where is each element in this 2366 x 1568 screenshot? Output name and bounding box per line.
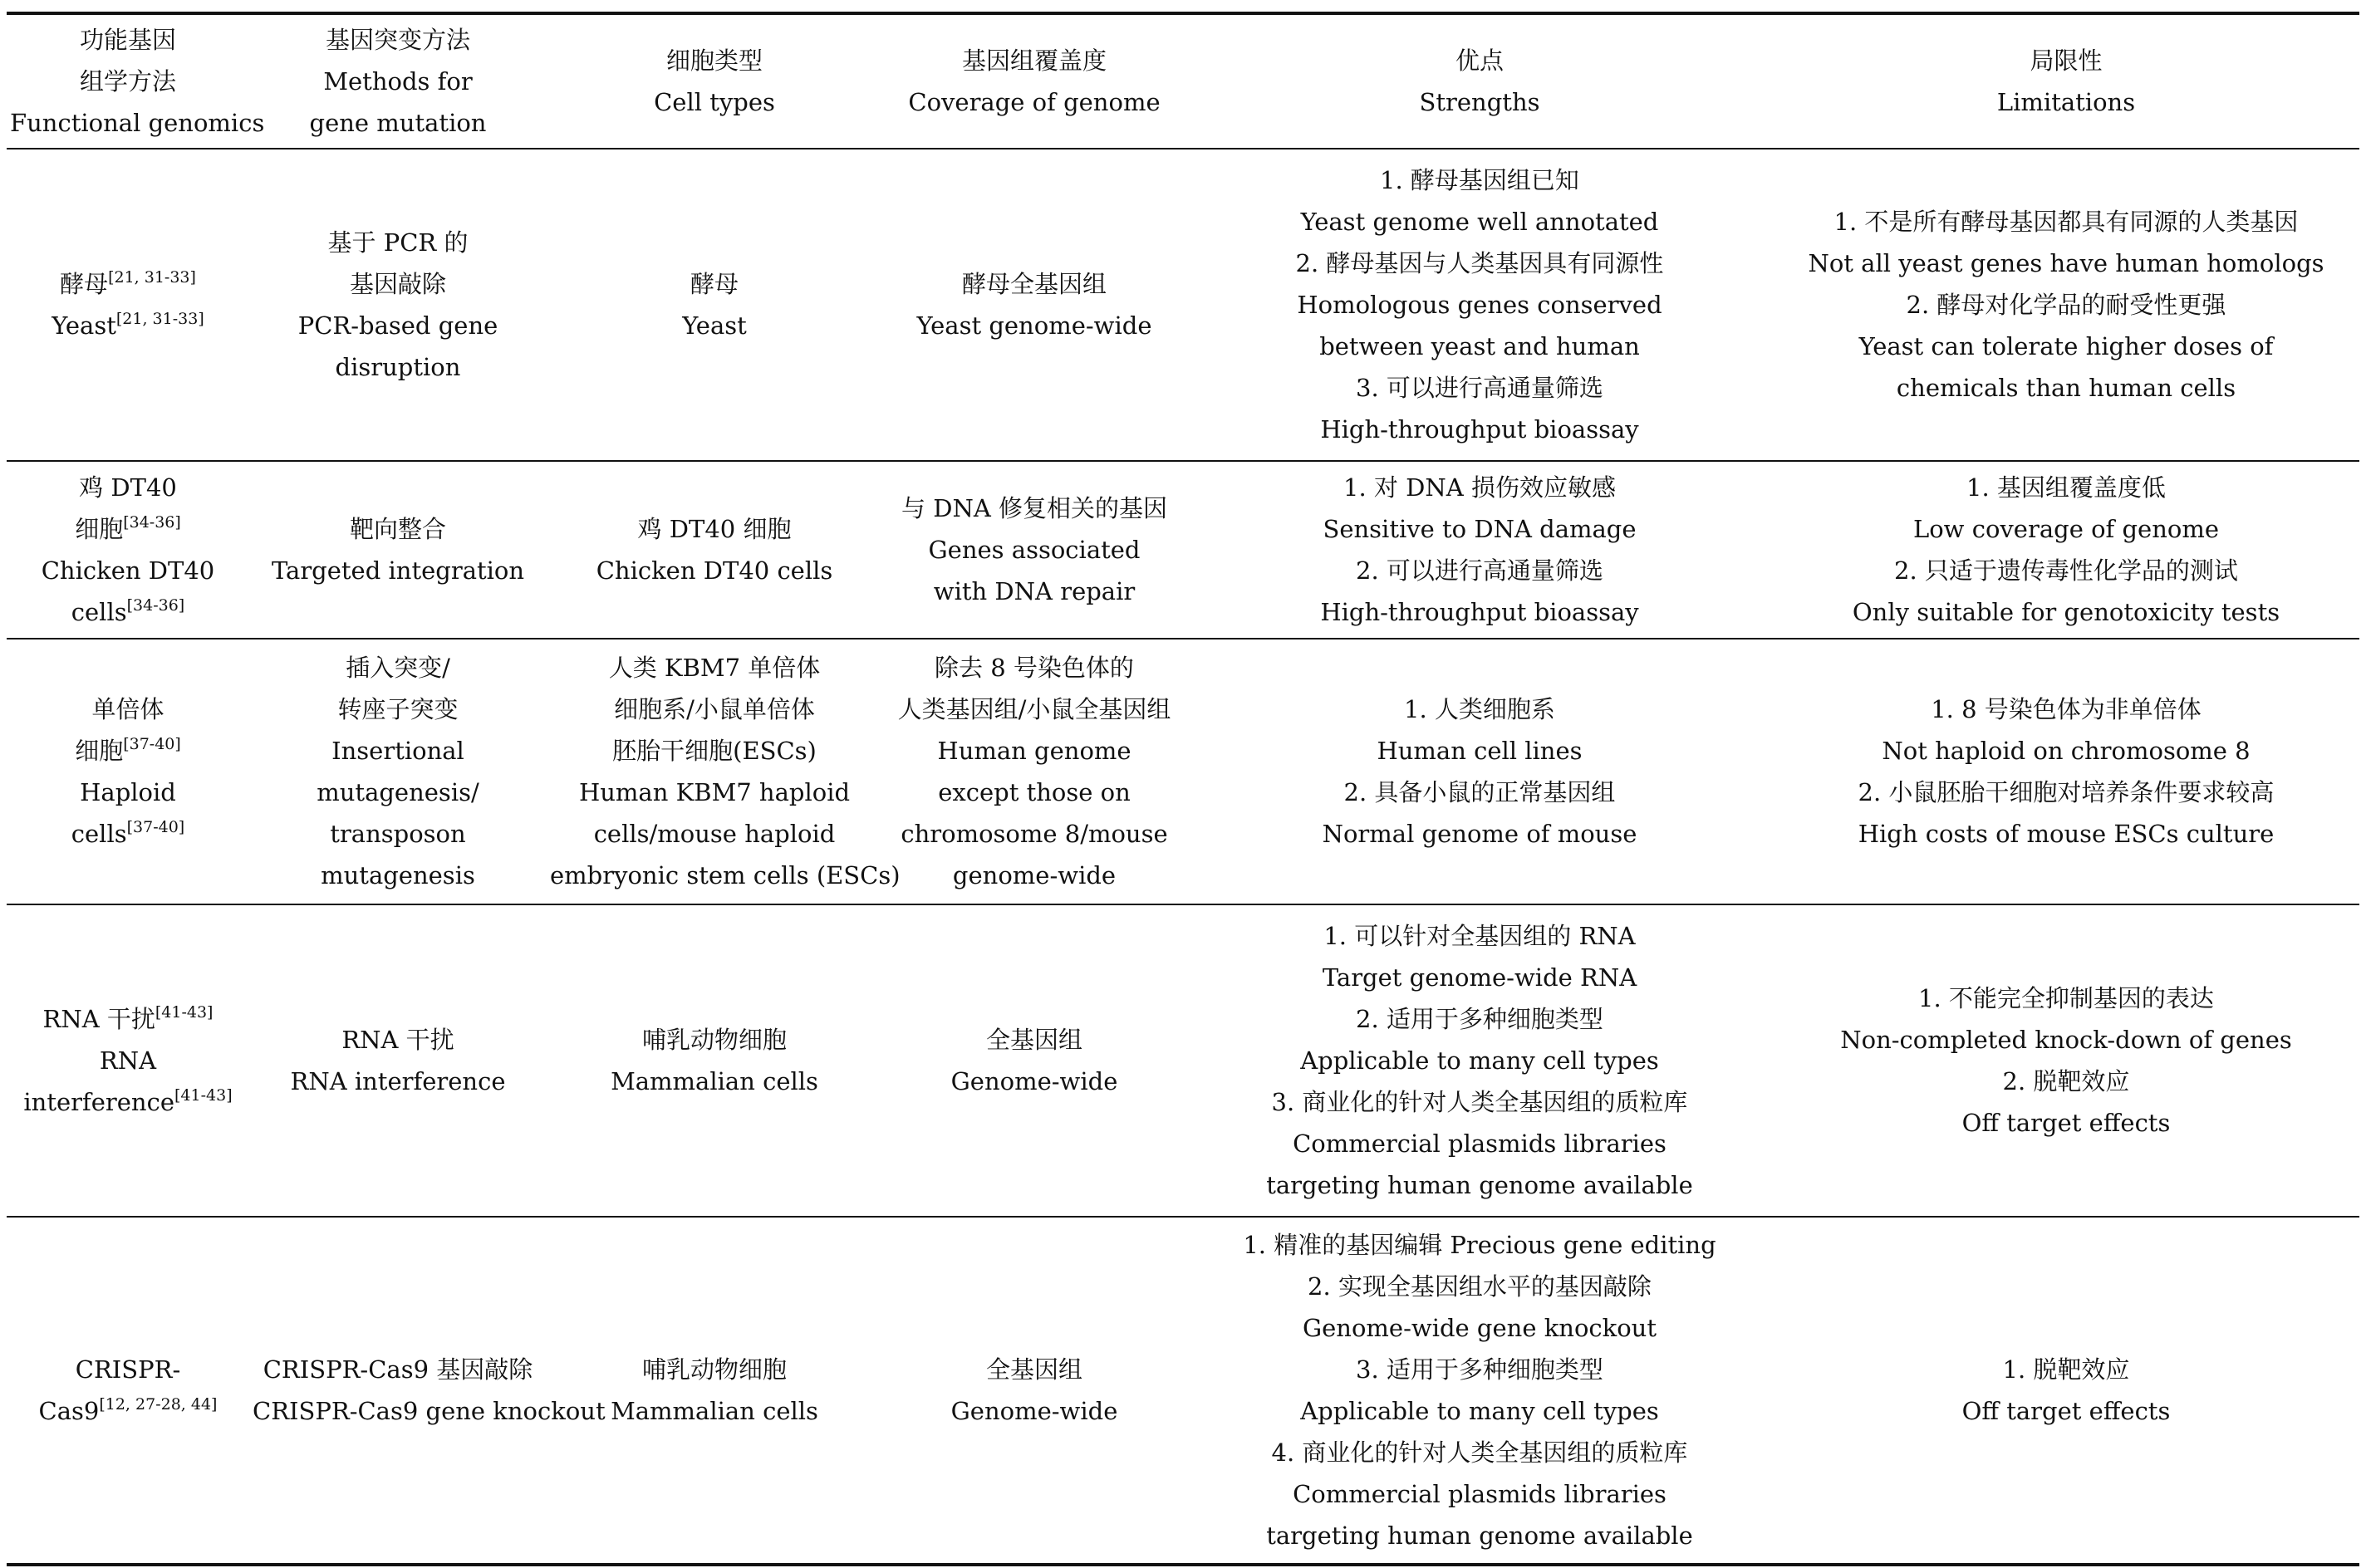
cell-line: Human genome xyxy=(937,737,1131,765)
method-label: Haploid xyxy=(80,778,176,806)
cell-line: 酵母全基因组 xyxy=(961,270,1107,298)
method-label: 鸡 DT40 xyxy=(79,473,177,502)
cell-line: Human cell lines xyxy=(1377,737,1583,765)
cell-line: targeting human genome available xyxy=(1266,1521,1693,1550)
cell-genome-coverage xyxy=(882,149,1186,461)
cell-line: 胚胎干细胞(ESCs) xyxy=(612,737,817,765)
cell-line: 酵母 xyxy=(690,270,739,298)
cell-functional-genomics xyxy=(7,149,249,461)
cell-line: High-throughput bioassay xyxy=(1320,415,1639,443)
cell-line: Off target effects xyxy=(1961,1397,2171,1425)
cell-line: Genome-wide xyxy=(950,1067,1118,1095)
cell-line: 2. 酵母基因与人类基因具有同源性 xyxy=(1295,249,1664,277)
cell-line: 1. 8 号染色体为非单倍体 xyxy=(1931,695,2202,723)
cell-line: 基因敲除 xyxy=(349,270,446,298)
cell-limitations xyxy=(1773,904,2359,1217)
cell-strengths xyxy=(1186,149,1773,461)
table-row xyxy=(7,904,2359,1217)
cell-line: Insertional xyxy=(331,737,464,765)
header-mutation-method: 基因突变方法 Methods for gene mutation xyxy=(249,13,547,149)
cell-line: Commercial plasmids libraries xyxy=(1293,1480,1667,1508)
reference-citation: [12, 27-28, 44] xyxy=(99,1395,218,1414)
cell-mutation-method xyxy=(249,461,547,639)
cell-line: Genome-wide xyxy=(950,1397,1118,1425)
reference-citation: [37-40] xyxy=(123,735,181,753)
cell-line: 1. 不是所有酵母基因都具有同源的人类基因 xyxy=(1833,208,2299,236)
cell-line: CRISPR-Cas9 gene knockout xyxy=(253,1397,606,1425)
header-row xyxy=(7,13,2359,149)
cell-functional-genomics xyxy=(7,461,249,639)
cell-line: 基于 PCR 的 xyxy=(327,228,469,257)
cell-line: genome-wide xyxy=(952,861,1117,889)
cell-line: embryonic stem cells (ESCs) xyxy=(550,861,901,889)
table-body xyxy=(7,149,2359,1565)
header-functional-genomics: 功能基因 组学方法 Functional genomics xyxy=(7,13,249,149)
cell-genome-coverage xyxy=(882,904,1186,1217)
cell-line: 人类 KBM7 单倍体 xyxy=(608,654,821,682)
table-row xyxy=(7,149,2359,461)
cell-line: 哺乳动物细胞 xyxy=(641,1026,787,1054)
cell-line: 1. 酵母基因组已知 xyxy=(1380,166,1579,194)
cell-line: 哺乳动物细胞 xyxy=(641,1355,787,1384)
cell-line: with DNA repair xyxy=(933,577,1136,605)
cell-line: 3. 适用于多种细胞类型 xyxy=(1356,1355,1603,1384)
cell-line: Genome-wide gene knockout xyxy=(1302,1314,1657,1342)
cell-line: Mammalian cells xyxy=(611,1397,818,1425)
method-label: 单倍体 xyxy=(91,695,164,723)
cell-line: 1. 人类细胞系 xyxy=(1404,695,1555,723)
cell-line: CRISPR-Cas9 基因敲除 xyxy=(263,1355,533,1384)
cell-line: Target genome-wide RNA xyxy=(1322,963,1637,992)
reference-citation: [37-40] xyxy=(126,818,185,836)
cell-cell-types xyxy=(547,639,901,904)
table-row xyxy=(7,461,2359,639)
cell-line: Yeast xyxy=(682,311,747,340)
cell-line: Mammalian cells xyxy=(611,1067,818,1095)
cell-line: 2. 脱靶效应 xyxy=(2002,1067,2130,1095)
cell-line: RNA 干扰 xyxy=(341,1026,454,1054)
cell-line: 与 DNA 修复相关的基因 xyxy=(901,494,1167,522)
reference-citation: [41-43] xyxy=(174,1086,233,1105)
cell-line: 2. 小鼠胚胎干细胞对培养条件要求较高 xyxy=(1858,778,2275,806)
cell-line: Commercial plasmids libraries xyxy=(1293,1129,1667,1158)
method-label: RNA 干扰 xyxy=(42,1005,155,1033)
cell-line: Non-completed knock-down of genes xyxy=(1840,1026,2292,1054)
cell-line: 鸡 DT40 细胞 xyxy=(637,515,792,543)
method-label: 细胞 xyxy=(75,515,124,543)
cell-limitations xyxy=(1773,1217,2359,1565)
cell-line: Yeast genome well annotated xyxy=(1300,208,1659,236)
table-header xyxy=(7,13,2359,149)
cell-mutation-method xyxy=(249,1217,606,1565)
cell-line: Homologous genes conserved xyxy=(1297,291,1662,319)
cell-line: Yeast genome-wide xyxy=(916,311,1152,340)
cell-limitations xyxy=(1773,639,2359,904)
cell-line: mutagenesis xyxy=(321,861,475,889)
cell-line: Off target effects xyxy=(1961,1109,2171,1137)
cell-line: 除去 8 号染色体的 xyxy=(935,654,1134,682)
cell-line: 2. 可以进行高通量筛选 xyxy=(1356,556,1603,585)
cell-line: Yeast can tolerate higher doses of xyxy=(1858,332,2274,360)
cell-cell-types xyxy=(547,461,882,639)
reference-citation: [21, 31-33] xyxy=(115,310,204,328)
method-label: Cas9 xyxy=(38,1397,100,1425)
cell-line: 人类基因组/小鼠全基因组 xyxy=(897,695,1171,723)
cell-line: 2. 具备小鼠的正常基因组 xyxy=(1343,778,1616,806)
table-row xyxy=(7,639,2359,904)
reference-citation: [34-36] xyxy=(123,513,181,532)
cell-line: except those on xyxy=(938,778,1131,806)
cell-line: 1. 精准的基因编辑 Precious gene editing xyxy=(1243,1231,1716,1259)
cell-line: 3. 可以进行高通量筛选 xyxy=(1356,374,1603,402)
cell-genome-coverage xyxy=(882,461,1186,639)
cell-line: Not all yeast genes have human homologs xyxy=(1808,249,2324,277)
cell-line: between yeast and human xyxy=(1319,332,1640,360)
header-cell-types: 细胞类型 Cell types xyxy=(547,13,882,149)
cell-mutation-method xyxy=(249,904,547,1217)
cell-line: 全基因组 xyxy=(985,1026,1082,1054)
cell-functional-genomics xyxy=(7,639,249,904)
cell-line: 细胞系/小鼠单倍体 xyxy=(614,695,815,723)
cell-mutation-method xyxy=(249,149,547,461)
cell-mutation-method xyxy=(249,639,547,904)
method-label: cells xyxy=(71,598,127,626)
cell-line: 2. 酵母对化学品的耐受性更强 xyxy=(1906,291,2226,319)
reference-citation: [21, 31-33] xyxy=(108,268,196,287)
cell-line: Genes associated xyxy=(928,536,1141,564)
cell-line: 插入突变/ xyxy=(346,654,450,682)
cell-line: RNA interference xyxy=(290,1067,506,1095)
cell-line: 转座子突变 xyxy=(337,695,459,723)
cell-line: 2. 适用于多种细胞类型 xyxy=(1356,1005,1603,1033)
cell-line: 2. 实现全基因组水平的基因敲除 xyxy=(1308,1272,1652,1301)
cell-line: chemicals than human cells xyxy=(1896,374,2236,402)
cell-line: Applicable to many cell types xyxy=(1300,1046,1659,1075)
cell-limitations xyxy=(1773,461,2359,639)
cell-line: Targeted integration xyxy=(271,556,525,585)
cell-line: 靶向整合 xyxy=(349,515,446,543)
cell-line: transposon xyxy=(330,820,466,848)
cell-line: Normal genome of mouse xyxy=(1322,820,1637,848)
cell-line: Sensitive to DNA damage xyxy=(1323,515,1637,543)
cell-cell-types xyxy=(547,904,882,1217)
cell-line: 1. 基因组覆盖度低 xyxy=(1966,473,2166,502)
cell-line: 全基因组 xyxy=(985,1355,1082,1384)
header-strengths: 优点 Strengths xyxy=(1186,13,1773,149)
functional-genomics-table xyxy=(7,12,2359,1566)
cell-line: disruption xyxy=(335,353,461,381)
cell-line: High-throughput bioassay xyxy=(1320,598,1639,626)
cell-cell-types xyxy=(547,1217,882,1565)
cell-strengths xyxy=(1186,461,1773,639)
header-genome-coverage: 基因组覆盖度 Coverage of genome xyxy=(882,13,1186,149)
method-label: CRISPR- xyxy=(75,1355,181,1384)
cell-line: Human KBM7 haploid xyxy=(578,778,851,806)
method-label: cells xyxy=(71,820,127,848)
method-label: 酵母 xyxy=(60,270,109,298)
method-label: RNA xyxy=(99,1046,157,1075)
cell-line: mutagenesis/ xyxy=(317,778,479,806)
cell-strengths xyxy=(1186,904,1773,1217)
cell-line: 1. 脱靶效应 xyxy=(2002,1355,2130,1384)
cell-line: 1. 对 DNA 损伤效应敏感 xyxy=(1343,473,1616,502)
cell-line: chromosome 8/mouse xyxy=(901,820,1168,848)
cell-line: Chicken DT40 cells xyxy=(596,556,833,585)
cell-functional-genomics xyxy=(7,1217,249,1565)
method-label: Yeast xyxy=(52,311,116,340)
cell-strengths xyxy=(1186,639,1773,904)
cell-line: 3. 商业化的针对人类全基因组的质粒库 xyxy=(1271,1088,1688,1116)
cell-line: 1. 可以针对全基因组的 RNA xyxy=(1323,922,1636,950)
cell-genome-coverage xyxy=(882,1217,1186,1565)
cell-line: Only suitable for genotoxicity tests xyxy=(1852,598,2280,626)
cell-line: High costs of mouse ESCs culture xyxy=(1858,820,2275,848)
header-limitations: 局限性 Limitations xyxy=(1773,13,2359,149)
cell-line: targeting human genome available xyxy=(1266,1171,1693,1199)
cell-strengths xyxy=(1186,1217,1773,1565)
cell-functional-genomics xyxy=(7,904,249,1217)
reference-citation: [41-43] xyxy=(155,1003,214,1022)
table-row xyxy=(7,1217,2359,1565)
cell-line: Low coverage of genome xyxy=(1912,515,2220,543)
cell-line: 2. 只适于遗传毒性化学品的测试 xyxy=(1894,556,2238,585)
method-label: interference xyxy=(23,1088,175,1116)
cell-genome-coverage xyxy=(882,639,1186,904)
cell-line: Not haploid on chromosome 8 xyxy=(1882,737,2251,765)
method-label: Chicken DT40 xyxy=(41,556,215,585)
method-label: 细胞 xyxy=(75,737,124,765)
cell-limitations xyxy=(1773,149,2359,461)
cell-line: 1. 不能完全抑制基因的表达 xyxy=(1918,984,2214,1012)
cell-line: Applicable to many cell types xyxy=(1300,1397,1659,1425)
cell-line: PCR-based gene xyxy=(297,311,498,340)
cell-cell-types xyxy=(547,149,882,461)
reference-citation: [34-36] xyxy=(126,596,185,615)
cell-line: cells/mouse haploid xyxy=(593,820,836,848)
cell-line: 4. 商业化的针对人类全基因组的质粒库 xyxy=(1271,1438,1688,1467)
